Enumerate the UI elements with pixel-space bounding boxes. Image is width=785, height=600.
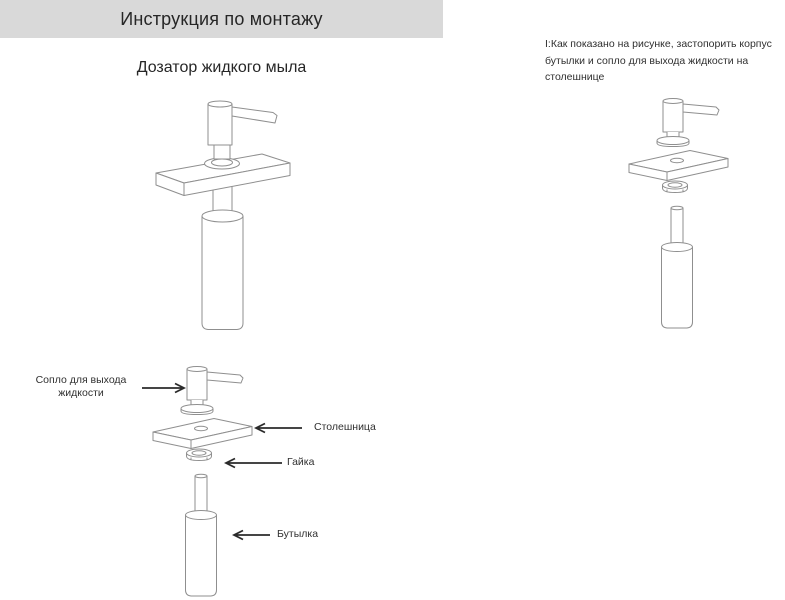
arrow-left-to-bottle-icon: [232, 529, 272, 541]
product-title: Дозатор жидкого мыла: [136, 59, 307, 76]
page-title: Инструкция по монтажу: [0, 0, 443, 38]
label-countertop: Столешница: [314, 421, 376, 433]
arrow-right-to-nozzle-icon: [141, 382, 187, 394]
label-nut: Гайка: [287, 456, 315, 468]
arrow-left-to-countertop-icon: [254, 422, 304, 434]
label-nozzle: Сопло для выхода жидкости: [35, 374, 127, 399]
label-bottle: Бутылка: [277, 528, 319, 540]
exploded-parts-drawing-labeled: [144, 364, 259, 600]
exploded-parts-drawing-step: [620, 96, 735, 332]
assembled-dispenser-drawing: [150, 92, 300, 334]
arrow-left-to-nut-icon: [224, 457, 284, 469]
step-note: I:Как показано на рисунке, застопорить корпус бутылки и сопло для выхода жидкости на столешнице: [545, 38, 772, 83]
